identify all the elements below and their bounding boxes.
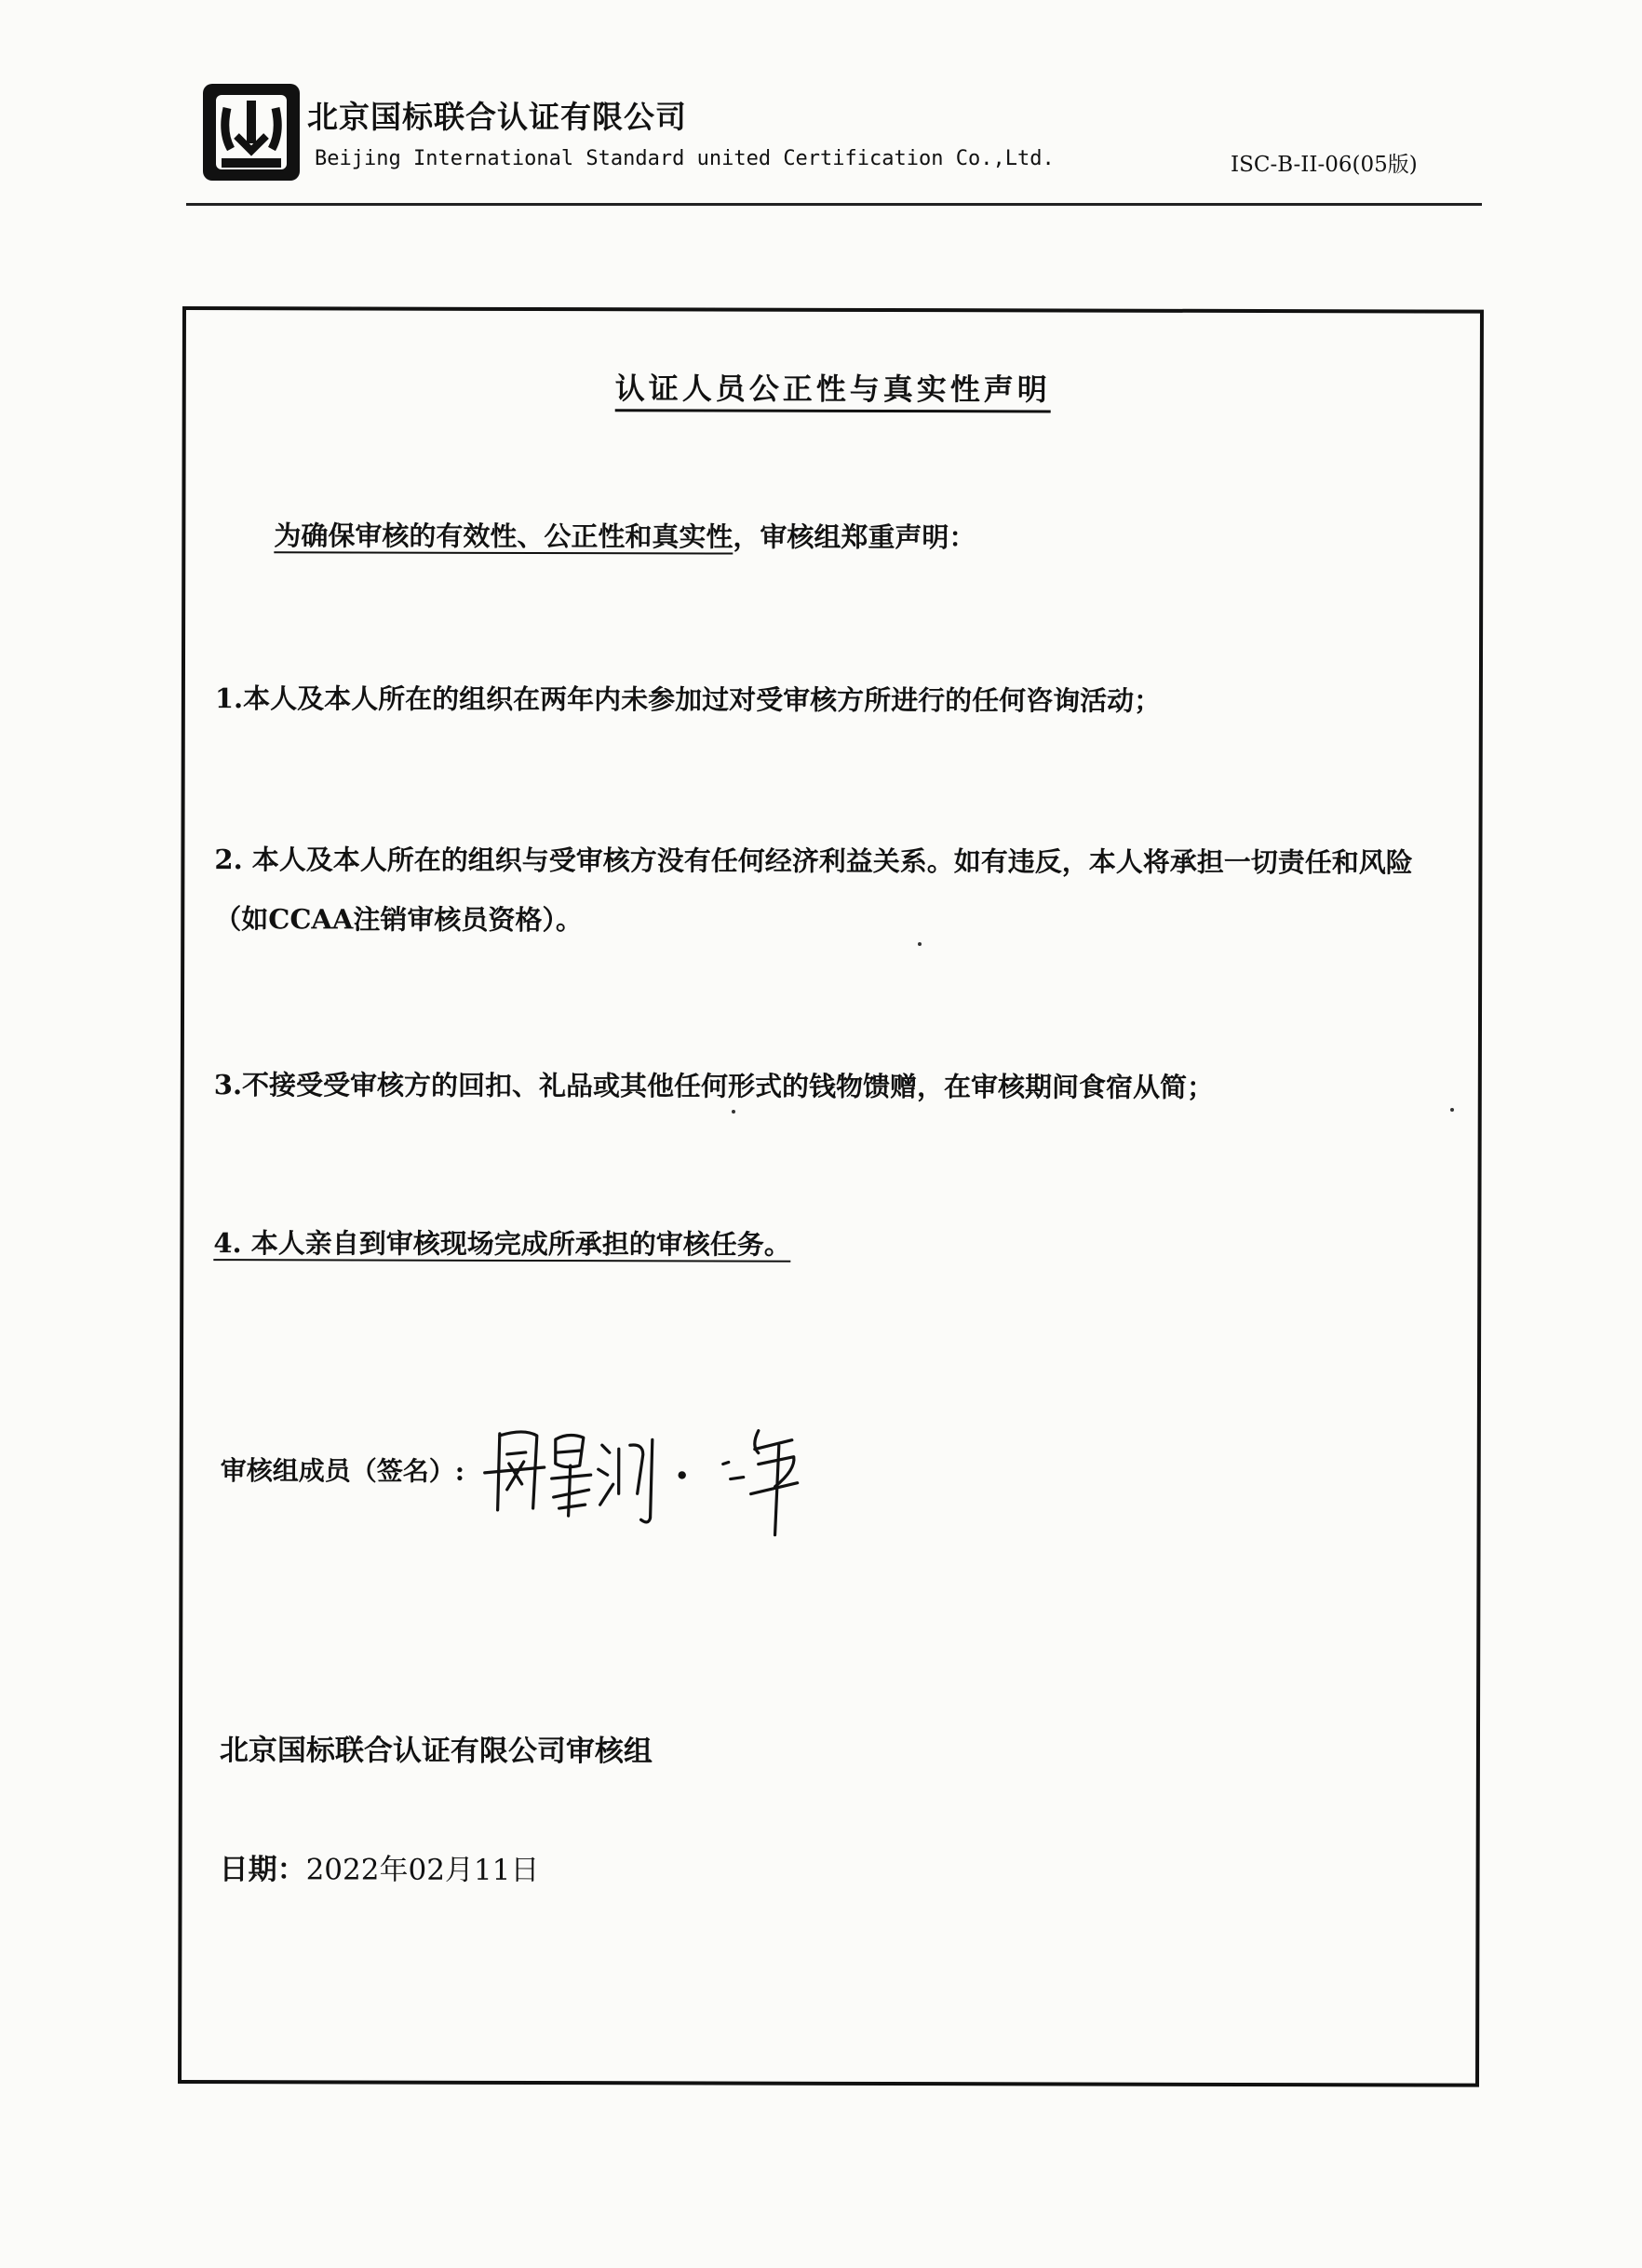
declaration-item-4 — [213, 1213, 791, 1275]
intro-rest: ，审核组郑重声明： — [733, 520, 976, 554]
declaration-item-3: 3.不接受受审核方的回扣、礼品或其他任何形式的钱物馈赠，在审核期间食宿从简； — [213, 1069, 1215, 1103]
intro-underlined: 为确保审核的有效性、公正性和真实性 — [274, 520, 734, 553]
scan-speck — [732, 1110, 735, 1114]
document-header — [0, 0, 1642, 223]
date-label: 日期： — [219, 1853, 306, 1887]
declaration-title — [186, 364, 1480, 411]
date-row — [220, 1840, 540, 1900]
scan-speck — [1450, 1108, 1454, 1112]
declaration-item-2: 2. 本人及本人所在的组织与受审核方没有任何经济利益关系。如有违反，本人将承担一切责任和风险（如CCAA注销审核员资格）。 — [214, 844, 1413, 937]
declaration-item-1: 1.本人及本人所在的组织在两年内未参加过对受审核方所进行的任何咨询活动； — [214, 682, 1162, 717]
audit-team-org: 北京国标联合认证有限公司审核组 — [219, 1734, 653, 1769]
declaration-title-text: 认证人员公正性与真实性声明 — [615, 371, 1051, 412]
handwritten-signature — [479, 1408, 833, 1539]
form-code: ISC-B-II-06(05版) — [1231, 153, 1418, 177]
scan-speck — [918, 942, 922, 946]
company-logo-icon — [199, 80, 303, 184]
company-name-en: Beijing International Standard united Certification Co.,Ltd. — [315, 147, 1055, 170]
date-value: 2022年02月11日 — [305, 1853, 540, 1888]
declaration-item-4-text: 4. 本人亲自到审核现场完成所承担的审核任务。 — [213, 1227, 791, 1261]
intro-paragraph — [274, 506, 976, 567]
header-divider — [186, 203, 1482, 206]
declaration-box — [178, 306, 1484, 2087]
company-name-cn: 北京国标联合认证有限公司 — [307, 99, 687, 135]
signature-label: 审核组成员（签名）: — [220, 1455, 465, 1487]
